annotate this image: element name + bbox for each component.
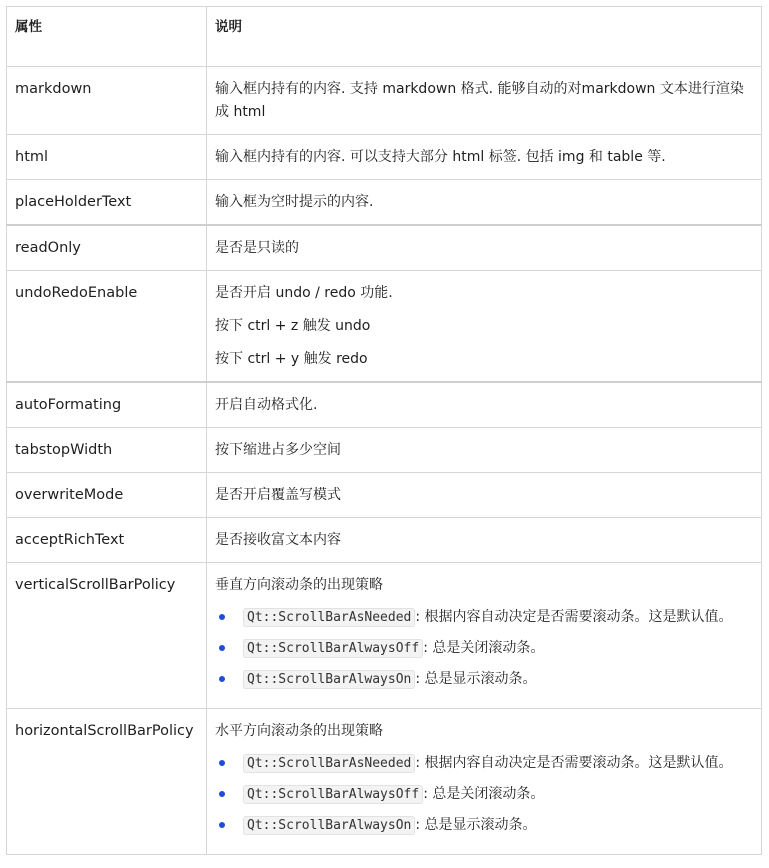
description-text: 垂直方向滚动条的出现策略 (215, 577, 383, 593)
property-description (207, 382, 762, 428)
property-name: placeHolderText (7, 180, 207, 226)
option-text: : 总是关闭滚动条。 (423, 640, 545, 656)
table-row (7, 225, 762, 271)
property-name: html (7, 135, 207, 180)
option-item (243, 782, 753, 807)
property-description (207, 67, 762, 135)
bullet-icon (219, 614, 225, 620)
bullet-icon (219, 676, 225, 682)
option-code: Qt::ScrollBarAsNeeded (243, 754, 415, 773)
option-item (243, 751, 753, 776)
property-description (207, 473, 762, 518)
option-code: Qt::ScrollBarAsNeeded (243, 608, 415, 627)
table-row (7, 563, 762, 709)
option-text: : 总是关闭滚动条。 (423, 786, 545, 802)
property-description (207, 271, 762, 383)
property-name: acceptRichText (7, 518, 207, 563)
bullet-icon (219, 645, 225, 651)
option-item (243, 667, 753, 692)
property-description (207, 180, 762, 226)
table-row (7, 709, 762, 855)
property-name: markdown (7, 67, 207, 135)
table-row (7, 428, 762, 473)
property-name: tabstopWidth (7, 428, 207, 473)
table-row (7, 518, 762, 563)
property-name: undoRedoEnable (7, 271, 207, 383)
table-row (7, 135, 762, 180)
option-item (243, 813, 753, 838)
table-row (7, 180, 762, 226)
option-code: Qt::ScrollBarAlwaysOn (243, 816, 415, 835)
table-row (7, 473, 762, 518)
header-description: 说明 (207, 7, 762, 67)
property-description (207, 225, 762, 271)
property-description (207, 428, 762, 473)
description-text: 按下 ctrl + z 触发 undo (215, 318, 371, 334)
property-name: readOnly (7, 225, 207, 271)
property-description (207, 135, 762, 180)
table-body (7, 67, 762, 855)
property-description (207, 563, 762, 709)
table-header-row (7, 7, 762, 67)
property-description (207, 709, 762, 855)
property-name: horizontalScrollBarPolicy (7, 709, 207, 855)
description-text: 输入框内持有的内容. 支持 markdown 格式. 能够自动的对markdown 文本进行渲染成 html (215, 81, 744, 120)
description-text: 按下缩进占多少空间 (215, 442, 341, 458)
table-row (7, 382, 762, 428)
property-table (6, 6, 762, 855)
option-code: Qt::ScrollBarAlwaysOff (243, 639, 423, 658)
bullet-icon (219, 822, 225, 828)
description-text: 水平方向滚动条的出现策略 (215, 723, 383, 739)
description-text: 开启自动格式化. (215, 397, 318, 413)
description-text: 是否开启 undo / redo 功能. (215, 285, 393, 301)
header-property: 属性 (7, 7, 207, 67)
description-text: 输入框为空时提示的内容. (215, 194, 374, 210)
description-text: 输入框内持有的内容. 可以支持大部分 html 标签. 包括 img 和 table 等. (215, 149, 666, 165)
bullet-icon (219, 791, 225, 797)
option-item (243, 636, 753, 661)
property-name: autoFormating (7, 382, 207, 428)
option-item (243, 605, 753, 630)
option-code: Qt::ScrollBarAlwaysOn (243, 670, 415, 689)
option-list (215, 751, 753, 838)
option-list (215, 605, 753, 692)
option-text: : 总是显示滚动条。 (415, 817, 537, 833)
property-description (207, 518, 762, 563)
option-text: : 总是显示滚动条。 (415, 671, 537, 687)
option-text: : 根据内容自动决定是否需要滚动条。这是默认值。 (415, 609, 733, 625)
description-text: 是否开启覆盖写模式 (215, 487, 341, 503)
property-name: verticalScrollBarPolicy (7, 563, 207, 709)
description-text: 是否接收富文本内容 (215, 532, 341, 548)
option-text: : 根据内容自动决定是否需要滚动条。这是默认值。 (415, 755, 733, 771)
description-text: 是否是只读的 (215, 240, 299, 256)
property-table-container (6, 6, 761, 855)
table-row (7, 67, 762, 135)
table-row (7, 271, 762, 383)
property-name: overwriteMode (7, 473, 207, 518)
description-text: 按下 ctrl + y 触发 redo (215, 351, 368, 367)
bullet-icon (219, 760, 225, 766)
option-code: Qt::ScrollBarAlwaysOff (243, 785, 423, 804)
